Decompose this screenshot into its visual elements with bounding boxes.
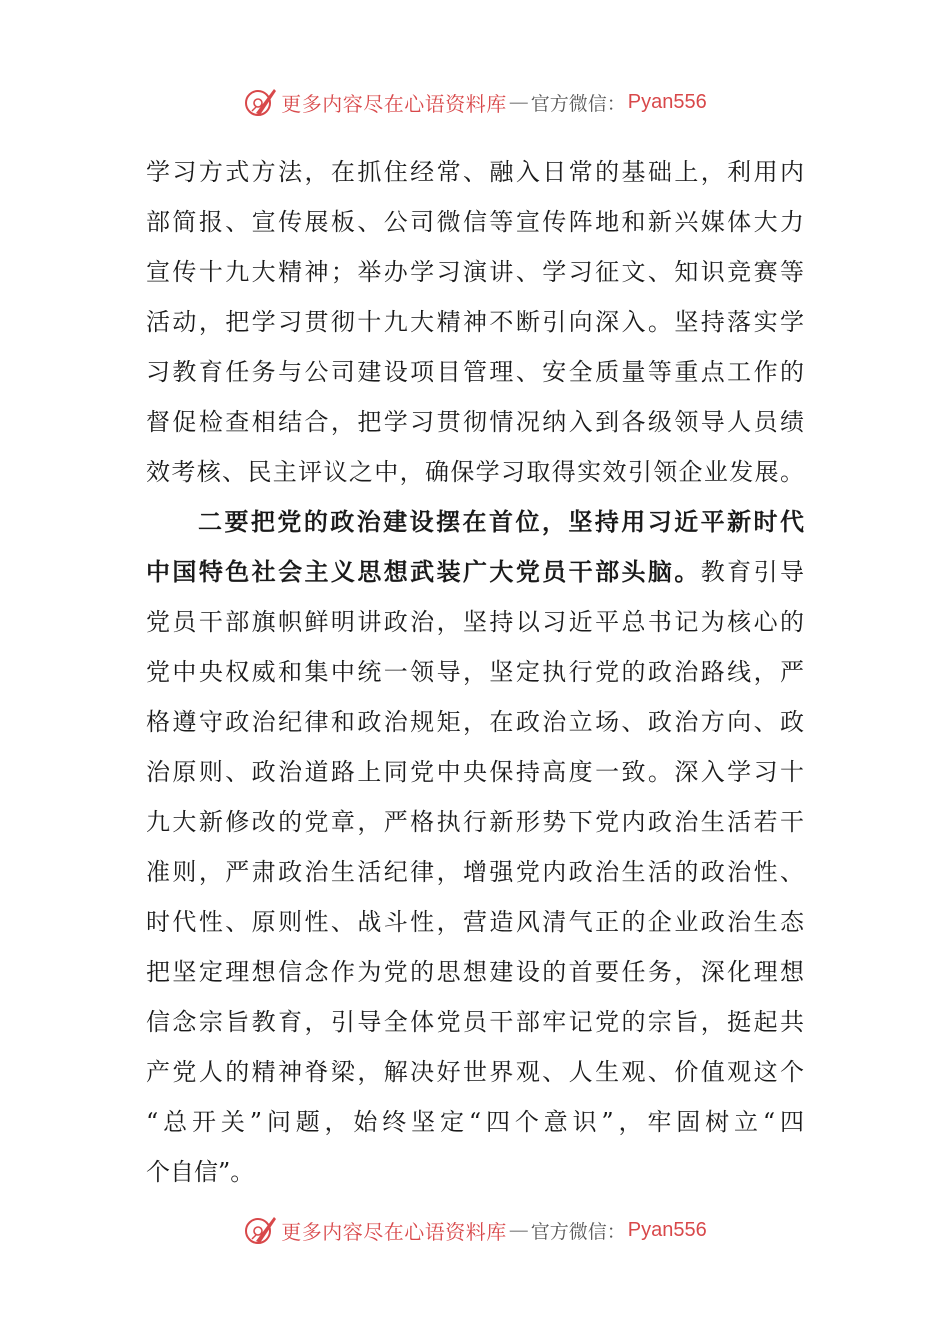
section-heading-bold: 中国特色社会主义思想武装广大党员干部头脑。 (146, 558, 701, 586)
banner-wechat-id: Pyan556 (627, 1218, 707, 1241)
paragraph-line: 学习方式方法，在抓住经常、融入日常的基础上，利用内 (146, 158, 804, 186)
paragraph-line: 信念宗旨教育，引导全体党员干部牢记党的宗旨，挺起共 (146, 1008, 804, 1036)
paragraph-line: 产党人的精神脊梁，解决好世界观、人生观、价值观这个 (146, 1058, 804, 1086)
paragraph-line: 格遵守政治纪律和政治规矩，在政治立场、政治方向、政 (146, 708, 804, 736)
paragraph-line: 部简报、宣传展板、公司微信等宣传阵地和新兴媒体大力 (146, 208, 804, 236)
paragraph-line: “总开关”问题，始终坚定“四个意识”，牢固树立“四 (146, 1108, 804, 1136)
banner-title: 更多内容尽在心语资料库 (281, 1219, 507, 1244)
banner-title: 更多内容尽在心语资料库 (281, 91, 507, 116)
paragraph-line: 督促检查相结合，把学习贯彻情况纳入到各级领导人员绩 (146, 408, 804, 436)
paragraph-line: 个自信”。 (146, 1158, 255, 1186)
pen-nib-circle-icon (243, 1213, 277, 1247)
document-body (146, 147, 804, 1197)
section-heading-line: 二要把党的政治建设摆在首位，坚持用习近平新时代 (198, 508, 804, 536)
header-banner (0, 82, 950, 122)
paragraph-line: 准则，严肃政治生活纪律，增强党内政治生活的政治性、 (146, 858, 804, 886)
pen-nib-circle-icon (243, 85, 277, 119)
paragraph-text: 教育引导 (700, 558, 804, 586)
paragraph-line: 宣传十九大精神；举办学习演讲、学习征文、知识竞赛等 (146, 258, 804, 286)
paragraph-line: 党员干部旗帜鲜明讲政治，坚持以习近平总书记为核心的 (146, 608, 804, 636)
banner-wechat-id: Pyan556 (627, 90, 707, 113)
paragraph-line: 习教育任务与公司建设项目管理、安全质量等重点工作的 (146, 358, 804, 386)
paragraph-line: 党中央权威和集中统一领导，坚定执行党的政治路线，严 (146, 658, 804, 686)
section-heading-continued (146, 547, 804, 597)
banner-dash: — (508, 1218, 529, 1242)
banner-wechat-label: 官方微信： (530, 92, 626, 115)
paragraph-line: 九大新修改的党章，严格执行新形势下党内政治生活若干 (146, 808, 804, 836)
paragraph-line: 把坚定理想信念作为党的思想建设的首要任务，深化理想 (146, 958, 804, 986)
banner-dash: — (508, 90, 529, 114)
banner-wechat-label: 官方微信： (530, 1220, 626, 1243)
paragraph-line: 活动，把学习贯彻十九大精神不断引向深入。坚持落实学 (146, 308, 804, 336)
paragraph-line: 治原则、政治道路上同党中央保持高度一致。深入学习十 (146, 758, 804, 786)
footer-banner (0, 1210, 950, 1250)
paragraph-line: 效考核、民主评议之中，确保学习取得实效引领企业发展。 (146, 458, 804, 486)
paragraph-line: 时代性、原则性、战斗性，营造风清气正的企业政治生态 (146, 908, 804, 936)
